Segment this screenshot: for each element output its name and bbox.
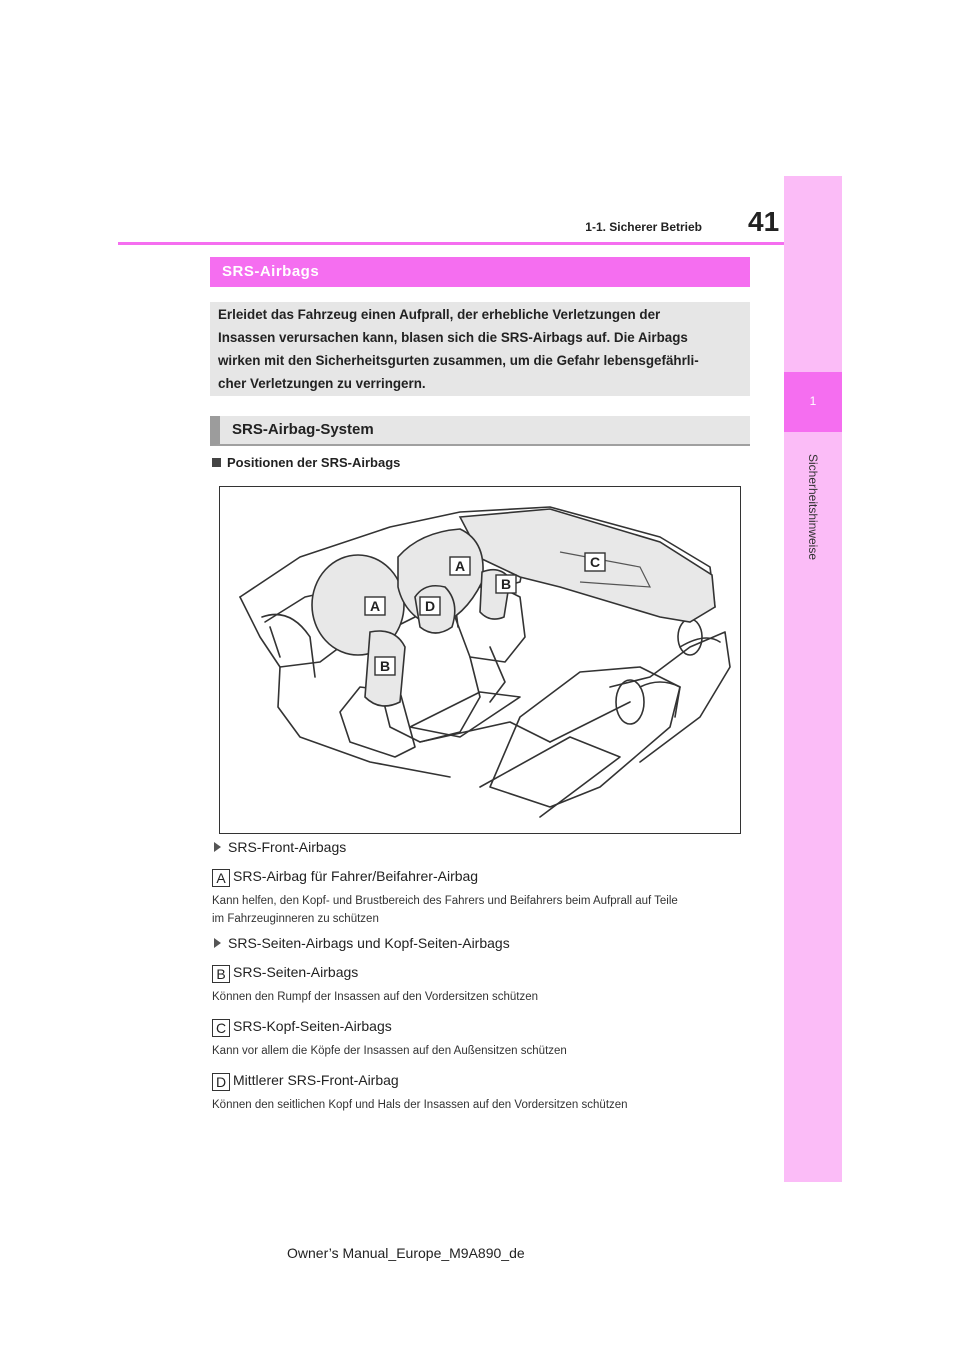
figure-label-b-passenger: B: [500, 576, 512, 592]
figure-label-b-driver: B: [379, 658, 391, 674]
badge-a: A: [212, 869, 230, 887]
item-label: SRS-Seiten-Airbags: [233, 964, 359, 980]
desc-line: im Fahrzeuginneren zu schützen: [212, 913, 379, 925]
badge-c: C: [212, 1019, 230, 1037]
figure-label-d: D: [424, 598, 436, 614]
subsection-heading-text: SRS-Airbag-System: [232, 421, 374, 438]
triangle-bullet-icon: [214, 938, 221, 948]
item-a-desc: [212, 892, 678, 928]
car-interior-illustration: [220, 487, 741, 834]
chapter-label: Sicherheitshinweise: [806, 453, 820, 561]
item-b-desc: [212, 988, 538, 1006]
group-title: SRS-Front-Airbags: [228, 839, 347, 855]
footer-manual-id: Owner’s Manual_Europe_M9A890_de: [287, 1245, 525, 1261]
intro-line: wirken mit den Sicherheitsgurten zusammen, um die Gefahr lebensgefährli-: [218, 353, 699, 368]
intro-line: Insassen verursachen kann, blasen sich die SRS-Airbags auf. Die Airbags: [218, 330, 688, 345]
badge-d: D: [212, 1073, 230, 1091]
intro-line: cher Verletzungen zu verringern.: [218, 376, 426, 391]
chapter-number: 1: [809, 394, 817, 408]
section-heading: [210, 257, 750, 287]
figure-label-a-driver: A: [369, 598, 381, 614]
square-bullet-icon: [212, 458, 221, 467]
item-d: [212, 1072, 399, 1091]
chapter-side-tab: [784, 176, 842, 1182]
desc-line: Kann vor allem die Köpfe der Insassen auf den Außensitzen schützen: [212, 1045, 567, 1057]
positions-title-text: Positionen der SRS-Airbags: [227, 455, 401, 470]
item-b: [212, 964, 358, 983]
item-label: SRS-Airbag für Fahrer/Beifahrer-Airbag: [233, 868, 479, 884]
group-side-airbags: [214, 935, 510, 951]
section-reference: 1-1. Sicherer Betrieb: [585, 220, 702, 234]
item-a: [212, 868, 478, 887]
item-label: Mittlerer SRS-Front-Airbag: [233, 1072, 399, 1088]
item-c: [212, 1018, 392, 1037]
airbag-positions-figure: [219, 486, 741, 834]
figure-label-a-passenger: A: [454, 558, 466, 574]
triangle-bullet-icon: [214, 842, 221, 852]
desc-line: Können den Rumpf der Insassen auf den Vordersitzen schützen: [212, 991, 539, 1003]
header-rule: [118, 242, 784, 245]
positions-title: [212, 455, 400, 470]
chapter-number-tab[interactable]: [784, 372, 842, 432]
group-front-airbags: [214, 839, 346, 855]
intro-box: [210, 302, 750, 396]
item-d-desc: [212, 1096, 628, 1114]
group-title: SRS-Seiten-Airbags und Kopf-Seiten-Airbags: [228, 935, 510, 951]
figure-label-c: C: [589, 554, 601, 570]
desc-line: Können den seitlichen Kopf und Hals der Insassen auf den Vordersitzen schützen: [212, 1099, 628, 1111]
item-label: SRS-Kopf-Seiten-Airbags: [233, 1018, 392, 1034]
page-number: 41: [748, 206, 780, 237]
badge-b: B: [212, 965, 230, 983]
subsection-heading: [210, 416, 750, 446]
section-heading-text: SRS-Airbags: [222, 263, 320, 280]
desc-line: Kann helfen, den Kopf- und Brustbereich des Fahrers und Beifahrers beim Aufprall auf Teile: [212, 895, 678, 907]
item-c-desc: [212, 1042, 567, 1060]
intro-line: Erleidet das Fahrzeug einen Aufprall, der erhebliche Verletzungen der: [218, 307, 661, 322]
